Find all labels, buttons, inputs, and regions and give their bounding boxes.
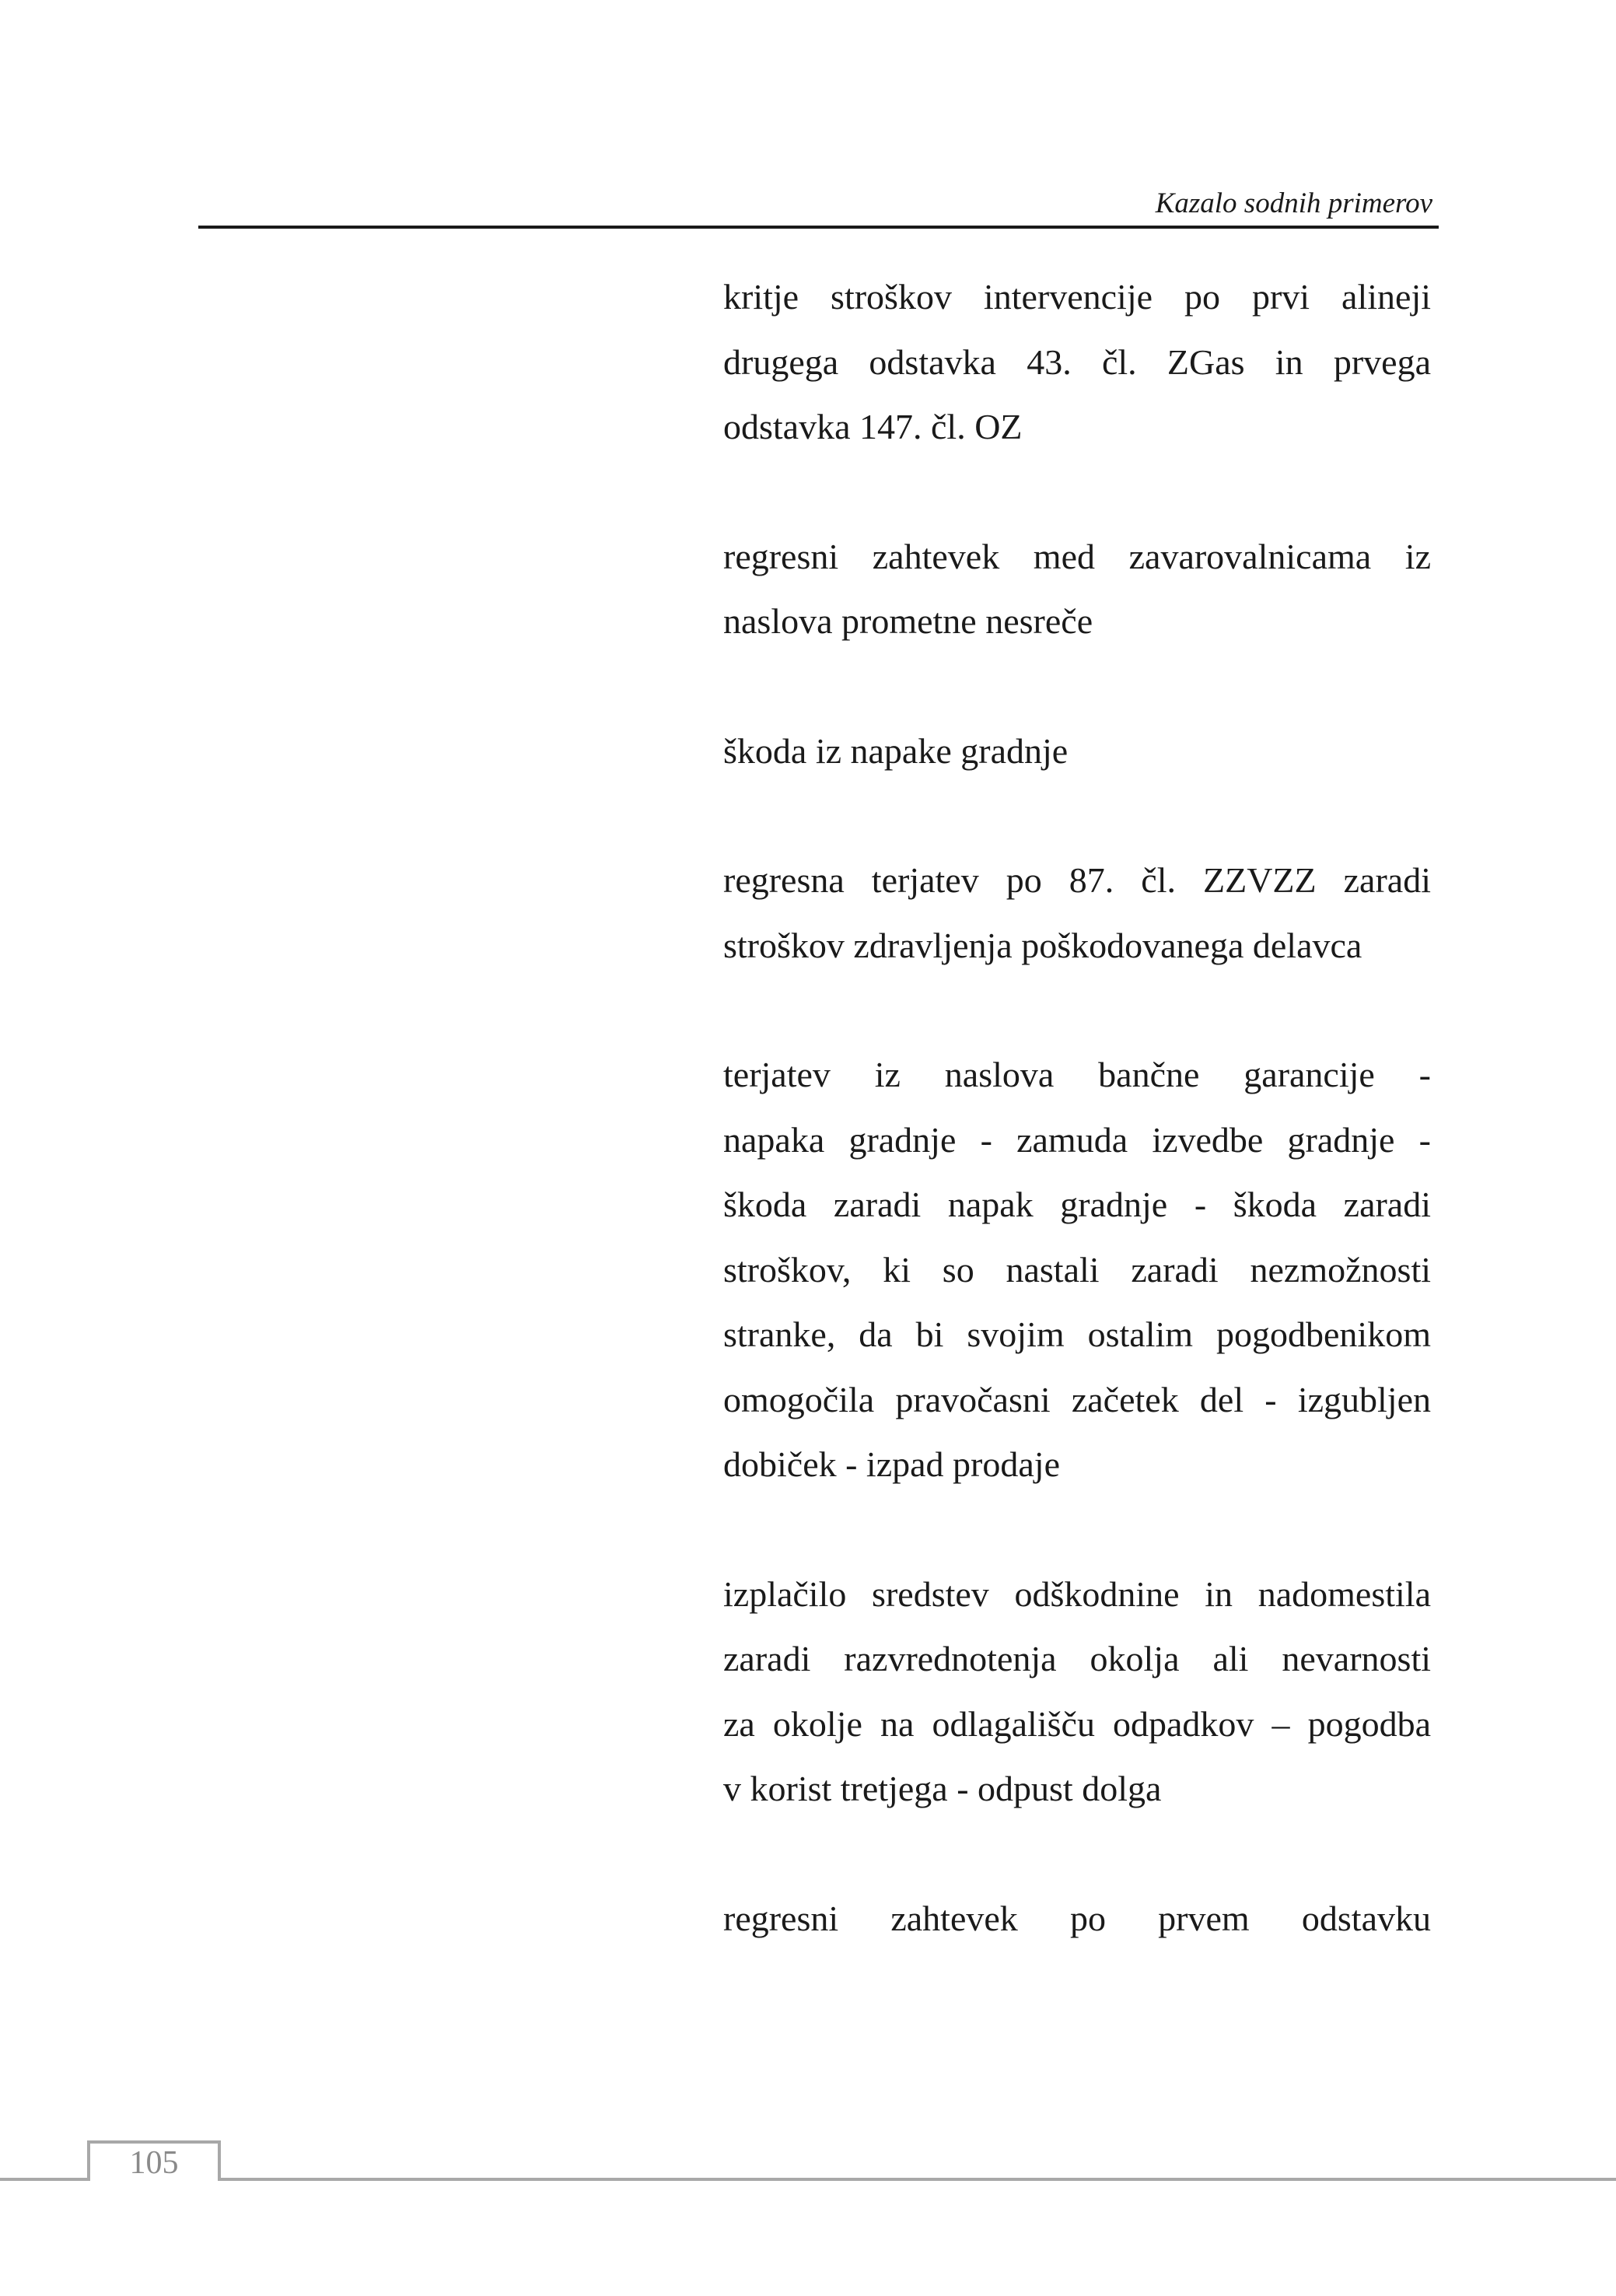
entry-line: kritje stroškov intervencije po prvi alineji bbox=[723, 277, 1431, 317]
entry-line: terjatev iz naslova bančne garancije - bbox=[723, 1055, 1431, 1094]
entry-line: stroškov zdravljenja poškodovanega delavca bbox=[723, 925, 1362, 965]
entry-line: stranke, da bi svojim ostalim pogodbenikom bbox=[723, 1314, 1431, 1354]
index-entry bbox=[723, 1562, 1431, 1822]
entry-line: regresna terjatev po 87. čl. ZZVZZ zaradi bbox=[723, 860, 1431, 900]
entry-line: izplačilo sredstev odškodnine in nadomestila bbox=[723, 1573, 1431, 1614]
entry-line: regresni zahtevek po prvem odstavku bbox=[723, 1898, 1431, 1938]
index-entry bbox=[723, 524, 1431, 654]
footer-rule bbox=[0, 2178, 1616, 2181]
index-entry bbox=[723, 1886, 1431, 1951]
entry-line: stroškov, ki so nastali zaradi nezmožnosti bbox=[723, 1249, 1431, 1290]
running-header bbox=[198, 177, 1439, 229]
entry-line: dobiček - izpad prodaje bbox=[723, 1444, 1060, 1484]
entry-line: naslova prometne nesreče bbox=[723, 601, 1093, 641]
index-entry bbox=[723, 264, 1431, 460]
index-entry bbox=[723, 719, 1431, 784]
entry-line: zaradi razvrednotenja okolja ali nevarnosti bbox=[723, 1639, 1431, 1678]
entry-line: škoda zaradi napak gradnje - škoda zaradi bbox=[723, 1185, 1431, 1224]
entry-line: za okolje na odlagališču odpadkov – pogodba bbox=[723, 1703, 1431, 1744]
index-entry bbox=[723, 1042, 1431, 1497]
case-index-entries bbox=[723, 264, 1431, 2015]
entry-line: drugega odstavka 43. čl. ZGas in prvega bbox=[723, 341, 1431, 382]
entry-line: v korist tretjega - odpust dolga bbox=[723, 1769, 1162, 1808]
entry-line: napaka gradnje - zamuda izvedbe gradnje - bbox=[723, 1119, 1431, 1160]
entry-line: škoda iz napake gradnje bbox=[723, 730, 1069, 771]
entry-line: odstavka 147. čl. OZ bbox=[723, 407, 1023, 446]
running-header-title: Kazalo sodnih primerov bbox=[1155, 187, 1432, 219]
entry-line: regresni zahtevek med zavarovalnicama iz bbox=[723, 536, 1431, 576]
entry-line: omogočila pravočasni začetek del - izgubljen bbox=[723, 1379, 1431, 1419]
index-entry bbox=[723, 848, 1431, 978]
page-number-tab bbox=[87, 2140, 221, 2181]
page-number: 105 bbox=[129, 2145, 179, 2181]
